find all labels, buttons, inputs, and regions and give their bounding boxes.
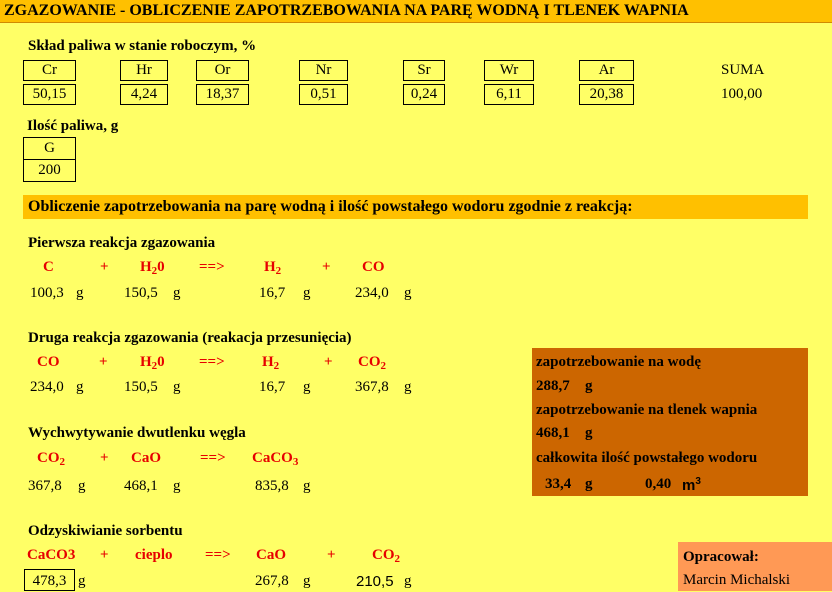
hydrogen-total-unit: g	[585, 476, 593, 492]
fuel-header-or[interactable]: Or	[196, 60, 249, 81]
reaction3-arrow: ==>	[200, 450, 226, 466]
fuel-value-sr[interactable]: 0,24	[403, 84, 445, 105]
reaction1-plus2: +	[322, 259, 331, 275]
section-title: Obliczenie zapotrzebowania na parę wodną i ilość powstałego wodoru zgodnie z reakcją:	[28, 198, 633, 215]
reaction4-value-caco3[interactable]: 478,3	[24, 569, 75, 591]
reaction3-cao: CaO	[131, 450, 161, 466]
reaction2-plus2: +	[324, 354, 333, 370]
fuel-header-nr[interactable]: Nr	[299, 60, 348, 81]
fuel-value-cr[interactable]: 50,15	[23, 84, 76, 105]
reaction4-unit: g	[404, 573, 412, 589]
reaction3-title: Wychwytywanie dwutlenku węgla	[28, 425, 246, 441]
reaction4-plus1: +	[100, 547, 109, 563]
reaction3-plus: +	[100, 450, 109, 466]
reaction1-value-c: 100,3	[30, 285, 64, 301]
reaction2-h2o: $H_20$	[140, 354, 165, 372]
reaction3-unit: g	[173, 478, 181, 494]
fuel-value-ar[interactable]: 20,38	[579, 84, 634, 105]
reaction2-title: Druga reakcja zgazowania (reakacja przesunięcia)	[28, 330, 352, 346]
lime-demand-value: 468,1	[536, 425, 570, 441]
reaction1-unit: g	[76, 285, 84, 301]
author-name: Marcin Michalski	[683, 572, 791, 588]
fuel-sum-label: SUMA	[721, 62, 765, 78]
fuel-composition-label: Skład paliwa w stanie roboczym, %	[28, 38, 257, 54]
fuel-amount-value[interactable]: 200	[23, 159, 76, 182]
reaction3-value-co2: 367,8	[28, 478, 62, 494]
reaction4-heat: cieplo	[135, 547, 173, 563]
reaction1-value-co: 234,0	[355, 285, 389, 301]
reaction1-value-h2o: 150,5	[124, 285, 158, 301]
title-bar	[0, 0, 832, 23]
reaction1-arrow: ==>	[199, 259, 225, 275]
fuel-amount-header[interactable]: G	[23, 137, 76, 160]
reaction2-value-h2o: 150,5	[124, 379, 158, 395]
fuel-value-nr[interactable]: 0,51	[299, 84, 348, 105]
reaction3-unit: g	[78, 478, 86, 494]
reaction2-co: CO	[37, 354, 60, 370]
fuel-header-wr[interactable]: Wr	[484, 60, 534, 81]
page-title: ZGAZOWANIE - OBLICZENIE ZAPOTRZEBOWANIA NA PARĘ WODNĄ I TLENEK WAPNIA	[4, 2, 689, 19]
reaction2-h2: $H_2$	[262, 354, 280, 372]
fuel-amount-label: Ilość paliwa, g	[27, 118, 119, 134]
hydrogen-volume-value: 0,40	[645, 476, 672, 492]
fuel-value-wr[interactable]: 6,11	[484, 84, 534, 105]
reaction4-co2: $CO_2$	[372, 547, 400, 565]
reaction2-value-co: 234,0	[30, 379, 64, 395]
reaction1-plus1: +	[100, 259, 109, 275]
reaction1-unit: g	[404, 285, 412, 301]
hydrogen-total-value: 33,4	[545, 476, 572, 492]
reaction4-value-cao: 267,8	[255, 573, 289, 589]
lime-demand-unit: g	[585, 425, 593, 441]
fuel-header-ar[interactable]: Ar	[579, 60, 634, 81]
hydrogen-total-label: całkowita ilość powstałego wodoru	[536, 450, 758, 466]
reaction1-unit: g	[173, 285, 181, 301]
reaction4-unit: g	[303, 573, 311, 589]
reaction1-co: CO	[362, 259, 385, 275]
reaction3-value-cao: 468,1	[124, 478, 158, 494]
reaction4-value-co2: 210,5	[356, 573, 394, 590]
fuel-header-sr[interactable]: Sr	[403, 60, 445, 81]
fuel-value-or[interactable]: 18,37	[196, 84, 249, 105]
hydrogen-volume-unit: $m^3$	[682, 476, 701, 494]
results-panel	[532, 348, 808, 496]
reaction1-c: C	[43, 259, 54, 275]
reaction3-unit: g	[303, 478, 311, 494]
reaction4-plus2: +	[327, 547, 336, 563]
reaction2-co2: $CO_2$	[358, 354, 386, 372]
reaction4-cao: CaO	[256, 547, 286, 563]
reaction2-value-h2: 16,7	[259, 379, 286, 395]
reaction2-unit: g	[404, 379, 412, 395]
reaction1-unit: g	[303, 285, 311, 301]
reaction2-unit: g	[76, 379, 84, 395]
fuel-header-cr[interactable]: Cr	[23, 60, 76, 81]
water-demand-label: zapotrzebowanie na wodę	[536, 354, 701, 370]
author-panel	[678, 542, 832, 591]
reaction3-caco3: CaCO$_3$	[252, 450, 299, 468]
reaction1-title: Pierwsza reakcja zgazowania	[28, 235, 216, 251]
reaction4-title: Odzyskiwianie sorbentu	[28, 523, 183, 539]
reaction1-h2o: $H_20$	[140, 259, 165, 277]
section-header	[23, 195, 808, 219]
reaction1-h2: $H_2$	[264, 259, 282, 277]
reaction4-unit: g	[78, 573, 86, 589]
fuel-value-hr[interactable]: 4,24	[120, 84, 168, 105]
reaction2-plus1: +	[99, 354, 108, 370]
water-demand-unit: g	[585, 378, 593, 394]
water-demand-value: 288,7	[536, 378, 570, 394]
reaction2-unit: g	[173, 379, 181, 395]
reaction3-co2: $CO_2$	[37, 450, 65, 468]
reaction3-value-caco3: 835,8	[255, 478, 289, 494]
reaction2-value-co2: 367,8	[355, 379, 389, 395]
lime-demand-label: zapotrzebowanie na tlenek wapnia	[536, 402, 758, 418]
fuel-header-hr[interactable]: Hr	[120, 60, 168, 81]
reaction4-arrow: ==>	[205, 547, 231, 563]
reaction4-caco3: CaCO3	[27, 547, 76, 563]
author-label: Opracował:	[683, 549, 759, 565]
fuel-sum-value: 100,00	[721, 86, 763, 102]
reaction1-value-h2: 16,7	[259, 285, 286, 301]
reaction2-arrow: ==>	[199, 354, 225, 370]
reaction2-unit: g	[303, 379, 311, 395]
